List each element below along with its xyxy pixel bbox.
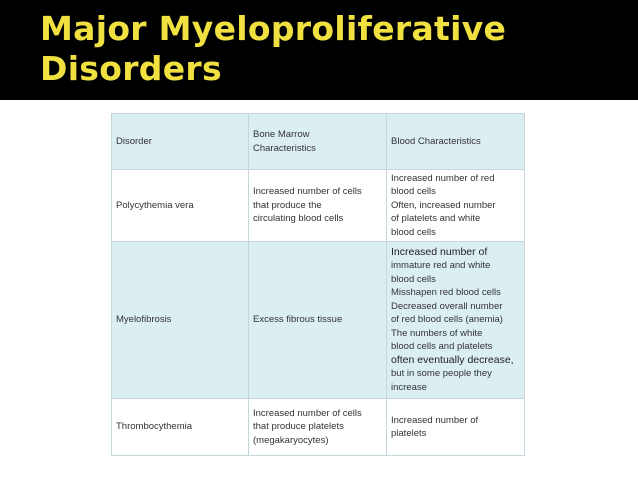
cell-blood xyxy=(387,170,525,242)
cell-line: that produce platelets xyxy=(253,421,344,433)
cell-line: Increased number of cells xyxy=(253,186,362,198)
cell-line: blood cells xyxy=(391,226,436,238)
slide-title xyxy=(40,9,630,89)
title-line-2: Disorders xyxy=(40,49,222,88)
cell-line: Increased number of red xyxy=(391,172,495,184)
disorders-table xyxy=(111,113,525,456)
cell-line: Misshapen red blood cells xyxy=(391,287,501,299)
cell-line: blood cells and platelets xyxy=(391,341,493,353)
cell-line: of red blood cells (anemia) xyxy=(391,314,503,326)
cell-line: The numbers of white xyxy=(391,327,483,339)
cell-disorder: Thrombocythemia xyxy=(112,399,249,456)
cell-blood xyxy=(387,399,525,456)
cell-line: Increased number of xyxy=(391,245,488,258)
cell-line: often eventually decrease, xyxy=(391,353,514,366)
header-blood: Blood Characteristics xyxy=(387,114,525,170)
table-row xyxy=(112,399,525,456)
header-bone-marrow-line: Characteristics xyxy=(253,142,316,154)
cell-disorder: Myelofibrosis xyxy=(112,242,249,399)
title-bar xyxy=(0,0,638,100)
title-line-1: Major Myeloproliferative xyxy=(40,9,507,48)
cell-line: circulating blood cells xyxy=(253,213,344,225)
header-bone-marrow xyxy=(249,114,387,170)
cell-line: of platelets and white xyxy=(391,213,481,225)
disorders-table-container xyxy=(111,113,524,455)
cell-line: increase xyxy=(391,381,427,393)
cell-bone-marrow xyxy=(249,170,387,242)
table-header-row xyxy=(112,114,525,170)
cell-blood xyxy=(387,242,525,399)
table-row xyxy=(112,242,525,399)
header-bone-marrow-line: Bone Marrow xyxy=(253,129,310,140)
cell-line: blood cells xyxy=(391,186,436,198)
cell-line: (megakaryocytes) xyxy=(253,434,329,446)
table-row xyxy=(112,170,525,242)
cell-line: Increased number of cells xyxy=(253,407,362,419)
cell-line: Decreased overall number xyxy=(391,300,503,312)
cell-bone-marrow xyxy=(249,399,387,456)
cell-line: platelets xyxy=(391,428,427,439)
cell-line: blood cells xyxy=(391,273,436,285)
cell-bone-marrow: Excess fibrous tissue xyxy=(249,242,387,399)
cell-disorder: Polycythemia vera xyxy=(112,170,249,242)
cell-line: immature red and white xyxy=(391,260,491,272)
cell-line: that produce the xyxy=(253,199,322,211)
cell-line: Increased number of xyxy=(391,414,479,426)
cell-line: Often, increased number xyxy=(391,199,496,211)
cell-line: but in some people they xyxy=(391,368,492,380)
header-disorder: Disorder xyxy=(112,114,249,170)
